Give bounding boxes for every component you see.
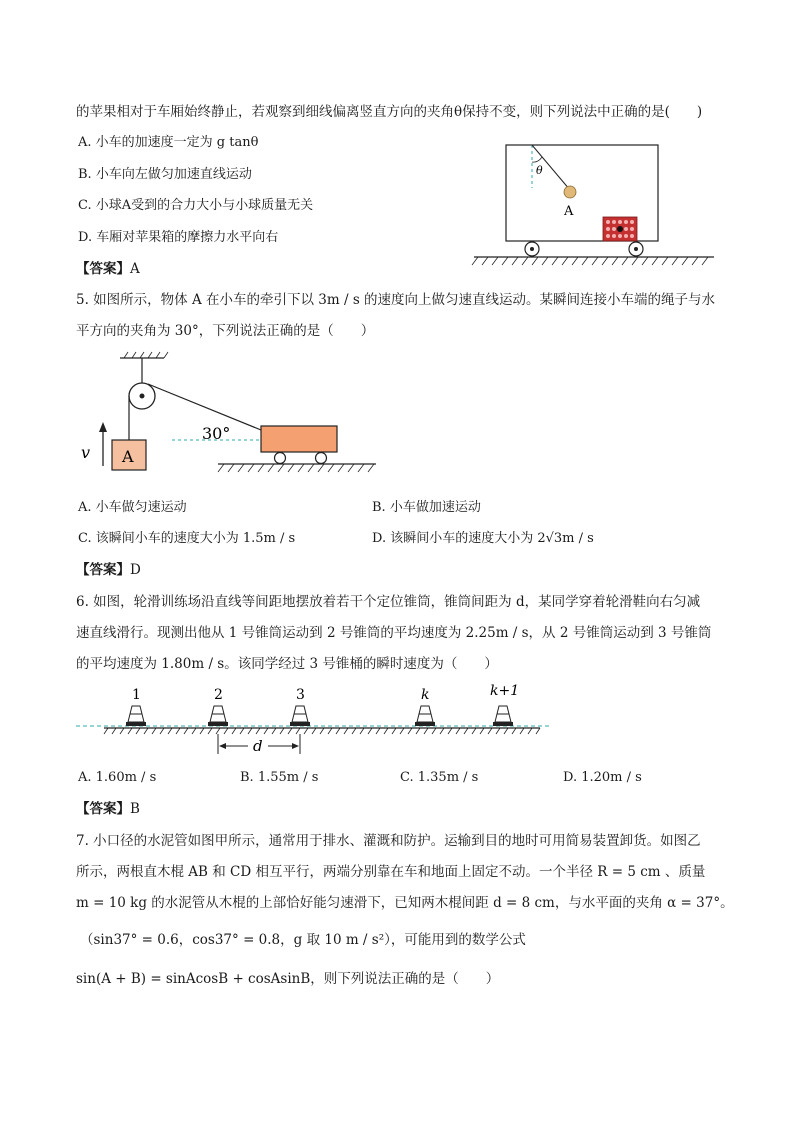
q4-answer-label: 【答案】 bbox=[76, 261, 130, 277]
q7-line-1: 7. 小口径的水泥管如图甲所示，通常用于排水、灌溉和防护。运输到目的地时可用简易装置卸货。如图乙 bbox=[76, 833, 701, 849]
q6-answer bbox=[76, 800, 140, 818]
ceiling-hatching bbox=[124, 352, 168, 358]
q4-answer bbox=[76, 260, 140, 278]
apple-center-mark bbox=[617, 226, 623, 232]
q5-answer bbox=[76, 561, 141, 579]
q6-option-d: D. 1.20m / s bbox=[563, 770, 642, 785]
cart-box bbox=[261, 426, 337, 452]
q6-line-2: 速直线滑行。现测出他从 1 号锥筒运动到 2 号锥筒的平均速度为 2.25m / s，从 2 号锥筒运动到 3 号锥筒 bbox=[76, 625, 712, 641]
angle-label: 30° bbox=[202, 424, 231, 443]
velocity-label: v bbox=[81, 443, 91, 462]
cone-k-plus-1 bbox=[493, 706, 513, 726]
cone-1 bbox=[126, 706, 146, 726]
q5-option-a: A. 小车做匀速运动 bbox=[78, 500, 187, 515]
cone-label-1: 1 bbox=[132, 687, 141, 703]
ground-hatching bbox=[218, 464, 374, 472]
theta-arc bbox=[532, 157, 542, 162]
q4-intro: 的苹果相对于车厢始终静止，若观察到细线偏离竖直方向的夹角θ保持不变，则下列说法中正确的是( ) bbox=[76, 104, 703, 120]
theta-label: θ bbox=[536, 164, 543, 177]
q5-option-b: B. 小车做加速运动 bbox=[372, 500, 481, 515]
cone-label-2: 2 bbox=[214, 687, 223, 703]
cone-label-k: k bbox=[421, 687, 430, 703]
q6-cones-figure bbox=[76, 684, 556, 760]
q6-line-1: 6. 如图，轮滑训练场沿直线等间距地摆放着若干个定位锥筒，锥筒间距为 d，某同学穿着轮滑鞋向右匀减 bbox=[76, 594, 701, 610]
q6-option-c: C. 1.35m / s bbox=[400, 770, 479, 785]
q4-answer-value: A bbox=[130, 261, 140, 277]
q5-pulley-figure bbox=[76, 352, 386, 477]
q4-option-a: A. 小车的加速度一定为 g tanθ bbox=[78, 135, 259, 150]
q7-line-2: 所示，两根直木棍 AB 和 CD 相互平行，两端分别靠在车和地面上固定不动。一个半径 R = 5 cm 、质量 bbox=[76, 864, 706, 880]
q5-option-d: D. 该瞬间小车的速度大小为 2√3m / s bbox=[372, 531, 594, 546]
q6-option-b: B. 1.55m / s bbox=[240, 770, 319, 785]
cart-wheel-right bbox=[316, 453, 327, 464]
q4-option-b: B. 小车向左做匀加速直线运动 bbox=[78, 167, 252, 182]
q6-line-3: 的平均速度为 1.80m / s。该同学经过 3 号锥桶的瞬时速度为（ ） bbox=[76, 656, 498, 672]
q7-line-4: （sin37° = 0.6，cos37° = 0.8，g 取 10 m / s²），可能用到的数学公式 bbox=[80, 932, 526, 948]
ground-hatching bbox=[104, 728, 540, 734]
q6-answer-value: B bbox=[130, 801, 140, 817]
q4-option-d: D. 车厢对苹果箱的摩擦力水平向右 bbox=[78, 230, 279, 245]
q6-option-a: A. 1.60m / s bbox=[78, 770, 157, 785]
q7-line-3: m = 10 kg 的水泥管从木棍的上部恰好能匀速滑下，已知两木棍间距 d = 8 cm，与水平面的夹角 α = 37°。 bbox=[76, 895, 734, 911]
q5-answer-label: 【答案】 bbox=[76, 562, 130, 578]
cone-k bbox=[415, 706, 435, 726]
cone-label-k-plus-1: k+1 bbox=[490, 683, 520, 699]
ball-a bbox=[564, 186, 576, 198]
q4-cart-figure bbox=[470, 140, 720, 270]
velocity-arrowhead bbox=[99, 422, 107, 432]
q5-option-c: C. 该瞬间小车的速度大小为 1.5m / s bbox=[78, 531, 296, 546]
cart-wheel-left bbox=[275, 453, 286, 464]
q6-answer-label: 【答案】 bbox=[76, 801, 130, 817]
q5-answer-value: D bbox=[130, 562, 141, 578]
q5-line-2: 平方向的夹角为 30°，下列说法正确的是（ ） bbox=[76, 323, 375, 339]
cone-2 bbox=[208, 706, 228, 726]
q5-line-1: 5. 如图所示，物体 A 在小车的牵引下以 3m / s 的速度向上做匀速直线运动。某瞬间连接小车端的绳子与水 bbox=[76, 292, 716, 308]
ball-label: A bbox=[564, 204, 574, 219]
block-label: A bbox=[122, 447, 134, 466]
ground-hatching bbox=[472, 257, 708, 265]
d-label: d bbox=[253, 737, 263, 755]
q4-option-c: C. 小球A受到的合力大小与小球质量无关 bbox=[78, 198, 314, 213]
cone-3 bbox=[290, 706, 310, 726]
cone-label-3: 3 bbox=[296, 687, 305, 703]
q7-line-5: sin(A + B) = sinAcosB + cosAsinB，则下列说法正确的是（ ） bbox=[76, 971, 500, 987]
